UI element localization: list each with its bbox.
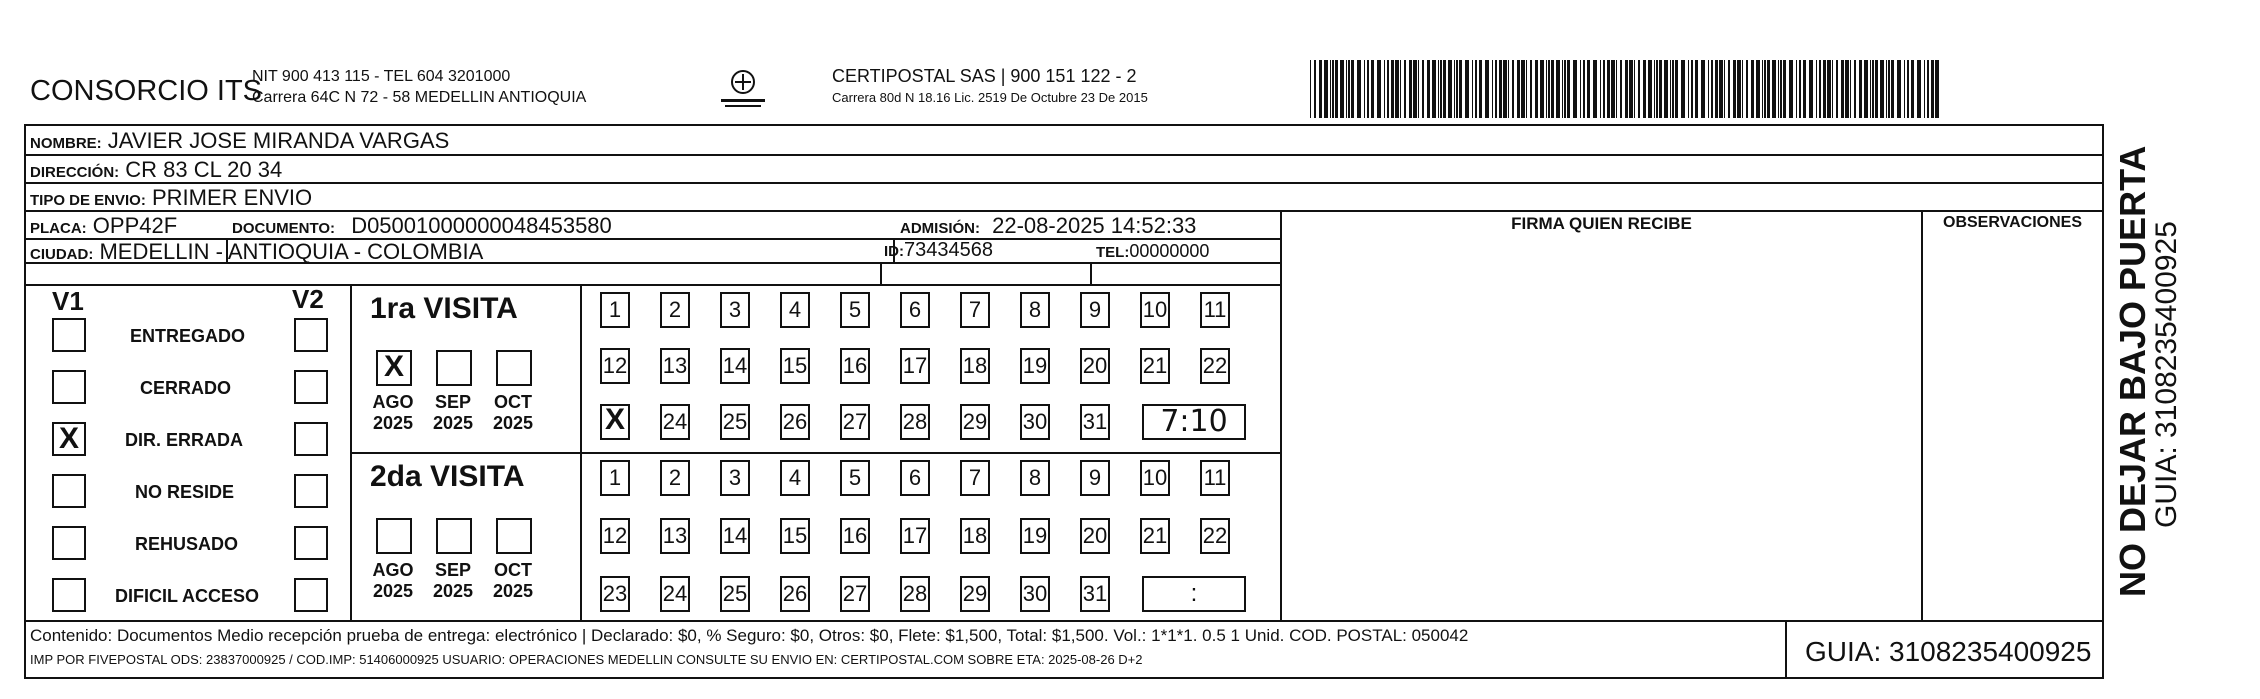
observaciones-header: OBSERVACIONES	[1943, 214, 2082, 231]
day-box[interactable]: 3	[720, 460, 750, 496]
v1-header: V1	[52, 286, 84, 316]
day-box[interactable]: 19	[1020, 348, 1050, 384]
day-box[interactable]: 17	[900, 348, 930, 384]
day-box[interactable]: 28	[900, 404, 930, 440]
v2-checkbox[interactable]	[294, 474, 328, 508]
id-value: 73434568	[904, 239, 993, 261]
v1-checkbox[interactable]	[52, 422, 86, 456]
day-box[interactable]: 24	[660, 576, 690, 612]
day-box[interactable]: 13	[660, 518, 690, 554]
documento-label: DOCUMENTO:	[232, 220, 336, 237]
second-visit-title: 2da VISITA	[370, 460, 525, 493]
v1-checkbox[interactable]	[52, 578, 86, 612]
day-box[interactable]: 26	[780, 576, 810, 612]
month-year: 2025	[432, 581, 474, 601]
day-box[interactable]: 25	[720, 576, 750, 612]
status-label: CERRADO	[140, 378, 232, 398]
day-box[interactable]: 13	[660, 348, 690, 384]
day-box[interactable]: 14	[720, 348, 750, 384]
day-box[interactable]: 27	[840, 576, 870, 612]
v2-header: V2	[292, 284, 324, 314]
day-box[interactable]: 22	[1200, 518, 1230, 554]
day-box[interactable]: 5	[840, 460, 870, 496]
v1-checkbox[interactable]	[52, 474, 86, 508]
day-box[interactable]: 7	[960, 460, 990, 496]
first-visit-time: 7:10	[1160, 404, 1228, 439]
nombre-value: JAVIER JOSE MIRANDA VARGAS	[107, 128, 450, 153]
certipostal-logo	[715, 62, 771, 110]
day-box[interactable]: 22	[1200, 348, 1230, 384]
day-box[interactable]: 11	[1200, 292, 1230, 328]
day-box[interactable]: 27	[840, 404, 870, 440]
day-box[interactable]: 8	[1020, 292, 1050, 328]
v2-checkbox[interactable]	[294, 318, 328, 352]
placa-label: PLACA:	[30, 220, 87, 237]
day-box[interactable]: 10	[1140, 460, 1170, 496]
nombre-label: NOMBRE:	[30, 135, 102, 152]
status-label: DIR. ERRADA	[125, 430, 244, 450]
day-box[interactable]: 15	[780, 348, 810, 384]
status-label: ENTREGADO	[130, 326, 246, 346]
v1-checkbox[interactable]	[52, 526, 86, 560]
day-box[interactable]: 31	[1080, 576, 1110, 612]
day-box[interactable]: 25	[720, 404, 750, 440]
day-box[interactable]: 9	[1080, 460, 1110, 496]
second-visit-time: :	[1190, 580, 1198, 607]
month-label: SEP	[434, 392, 472, 412]
observaciones-area[interactable]	[1925, 240, 2101, 618]
v1-checkbox[interactable]	[52, 318, 86, 352]
firma-area[interactable]	[1284, 240, 1920, 618]
tipo-envio-value: PRIMER ENVIO	[151, 185, 313, 210]
admision-label: ADMISIÓN:	[900, 220, 980, 237]
day-box[interactable]: 29	[960, 576, 990, 612]
day-box[interactable]: 17	[900, 518, 930, 554]
id-label: ID:	[884, 243, 904, 260]
month-year: 2025	[492, 413, 534, 433]
ciudad-label: CIUDAD:	[30, 246, 94, 263]
month-label: OCT	[494, 560, 532, 580]
day-box[interactable]: 1	[600, 292, 630, 328]
month-year: 2025	[492, 581, 534, 601]
footer-impresion: IMP POR FIVEPOSTAL ODS: 23837000925 / COD.IMP: 51406000925 USUARIO: OPERACIONES MEDELLIN CONSULTE SU ENVIO EN: CERTIPOSTAL.COM SOBRE ETA: 2025-08-26 D+2	[30, 652, 1143, 667]
day-box[interactable]: 10	[1140, 292, 1170, 328]
direccion-value: CR 83 CL 20 34	[125, 157, 283, 182]
placa-value: OPP42F	[92, 213, 178, 238]
day-box[interactable]: 18	[960, 518, 990, 554]
month-checkbox[interactable]	[496, 350, 532, 386]
day-box[interactable]: 23	[600, 576, 630, 612]
v2-checkbox[interactable]	[294, 578, 328, 612]
day-box[interactable]: 1	[600, 460, 630, 496]
day-box[interactable]: 29	[960, 404, 990, 440]
month-checkbox[interactable]	[376, 350, 412, 386]
day-box[interactable]: 16	[840, 518, 870, 554]
day-box[interactable]: 7	[960, 292, 990, 328]
v2-checkbox[interactable]	[294, 422, 328, 456]
day-box[interactable]: 8	[1020, 460, 1050, 496]
second-visit-time-box[interactable]	[1142, 576, 1246, 612]
side-guia: GUIA: 3108235400925	[2150, 221, 2183, 528]
direccion-label: DIRECCIÓN:	[30, 164, 120, 181]
day-box[interactable]: 30	[1020, 576, 1050, 612]
admision-value: 22-08-2025 14:52:33	[992, 213, 1197, 238]
day-box[interactable]: 5	[840, 292, 870, 328]
day-box[interactable]: 18	[960, 348, 990, 384]
day-box[interactable]: 30	[1020, 404, 1050, 440]
day-box[interactable]: 20	[1080, 348, 1110, 384]
v2-checkbox[interactable]	[294, 526, 328, 560]
day-box[interactable]: 3	[720, 292, 750, 328]
month-checkbox[interactable]	[436, 518, 472, 554]
month-checkbox[interactable]	[496, 518, 532, 554]
tel-value: 00000000	[1129, 241, 1210, 261]
barcode	[1310, 60, 1950, 118]
v1-checkbox[interactable]	[52, 370, 86, 404]
month-label: AGO	[372, 392, 414, 412]
ciudad-value: MEDELLIN - ANTIOQUIA - COLOMBIA	[99, 239, 484, 264]
day-box[interactable]: 21	[1140, 518, 1170, 554]
day-box[interactable]: 12	[600, 518, 630, 554]
company-address: Carrera 64C N 72 - 58 MEDELLIN ANTIOQUIA	[252, 89, 587, 106]
side-warning: NO DEJAR BAJO PUERTA	[2112, 145, 2153, 597]
firma-header: FIRMA QUIEN RECIBE	[1511, 214, 1692, 233]
month-checkbox[interactable]	[376, 518, 412, 554]
day-box[interactable]: 16	[840, 348, 870, 384]
company-name: CONSORCIO ITS	[30, 75, 263, 107]
certipostal-name: CERTIPOSTAL SAS | 900 151 122 - 2	[832, 66, 1137, 86]
company-nit-tel: NIT 900 413 115 - TEL 604 3201000	[252, 68, 511, 85]
month-checkbox[interactable]	[436, 350, 472, 386]
tel-label: TEL:	[1096, 244, 1130, 261]
status-label: DIFICIL ACCESO	[115, 586, 260, 606]
day-box[interactable]: 4	[780, 460, 810, 496]
day-box[interactable]: 12	[600, 348, 630, 384]
day-box[interactable]: 15	[780, 518, 810, 554]
day-box[interactable]: 21	[1140, 348, 1170, 384]
day-box[interactable]: 20	[1080, 518, 1110, 554]
day-box[interactable]: 11	[1200, 460, 1230, 496]
footer-contenido: Contenido: Documentos Medio recepción prueba de entrega: electrónico | Declarado: $0, % Seguro: $0, Otros: $0, Flete: $1,500, Total: $1,500. Vol.: 1*1*1. 0.5 1 Unid. COD. POSTAL: 050042	[30, 626, 1469, 645]
day-box[interactable]: 4	[780, 292, 810, 328]
status-label: NO RESIDE	[135, 482, 235, 502]
documento-value: D05001000000048453580	[351, 213, 612, 238]
day-box[interactable]: 9	[1080, 292, 1110, 328]
day-box[interactable]: 6	[900, 460, 930, 496]
day-box[interactable]: 28	[900, 576, 930, 612]
day-box[interactable]: 2	[660, 292, 690, 328]
month-year: 2025	[372, 413, 414, 433]
first-visit-time-box[interactable]	[1142, 404, 1246, 440]
month-year: 2025	[372, 581, 414, 601]
day-box[interactable]: 14	[720, 518, 750, 554]
footer-guia: GUIA: 3108235400925	[1805, 636, 2092, 667]
day-box[interactable]: 6	[900, 292, 930, 328]
day-box[interactable]: 26	[780, 404, 810, 440]
tipo-envio-label: TIPO DE ENVIO:	[30, 192, 146, 209]
status-label: REHUSADO	[135, 534, 239, 554]
v2-checkbox[interactable]	[294, 370, 328, 404]
day-box[interactable]: 2	[660, 460, 690, 496]
month-label: AGO	[372, 560, 414, 580]
first-visit-title: 1ra VISITA	[370, 292, 518, 325]
month-label: OCT	[494, 392, 532, 412]
day-box[interactable]: 19	[1020, 518, 1050, 554]
day-box[interactable]: 31	[1080, 404, 1110, 440]
month-label: SEP	[434, 560, 472, 580]
day-box[interactable]: 24	[660, 404, 690, 440]
month-year: 2025	[432, 413, 474, 433]
day-box[interactable]	[600, 404, 630, 440]
certipostal-address: Carrera 80d N 18.16 Lic. 2519 De Octubre 23 De 2015	[832, 90, 1148, 105]
